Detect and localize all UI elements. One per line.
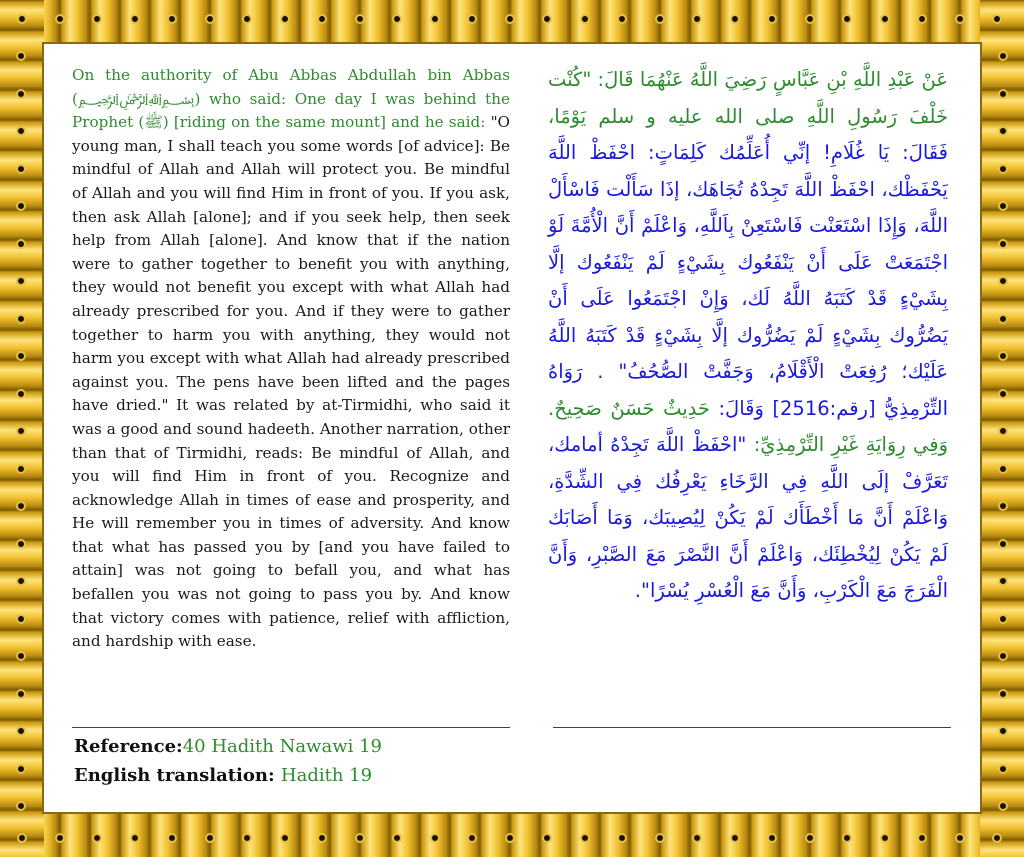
rivet-icon (16, 201, 26, 211)
rivet-icon (16, 276, 26, 286)
rivet-icon (955, 14, 965, 24)
rivet-icon (998, 426, 1008, 436)
rivet-icon (16, 164, 26, 174)
translation-value[interactable]: Hadith 19 (280, 765, 373, 786)
rivet-icon (580, 14, 590, 24)
rivet-icon (355, 14, 365, 24)
rivet-icon (880, 14, 890, 24)
rivet-icon (205, 14, 215, 24)
rivet-icon (16, 426, 26, 436)
rivet-icon (130, 14, 140, 24)
rivet-icon (280, 833, 290, 843)
rivet-icon (16, 764, 26, 774)
rivet-icon (467, 833, 477, 843)
rivet-icon (16, 126, 26, 136)
english-text (72, 64, 510, 654)
rivet-icon (505, 833, 515, 843)
rivet-icon (17, 833, 27, 843)
rivet-icon (998, 51, 1008, 61)
rivet-icon (167, 833, 177, 843)
rivet-icon (998, 464, 1008, 474)
rivet-icon (130, 833, 140, 843)
rivet-icon (730, 833, 740, 843)
arabic-other-intro: وَفِي رِوَايَةِ غَيْرِ التِّرْمِذِيِّ: (753, 433, 949, 456)
rivet-icon (92, 14, 102, 24)
english-intro: On the authority of Abu Abbas Abdullah bin Abbas (﷽) who said: One day I was behind the Prophet (ﷺ) [riding on the same mount] and he said: (72, 66, 510, 132)
rivet-icon (16, 464, 26, 474)
rivet-icon (205, 833, 215, 843)
rivet-icon (998, 389, 1008, 399)
rivet-icon (692, 833, 702, 843)
rivet-icon (617, 833, 627, 843)
rivet-icon (16, 651, 26, 661)
rivet-icon (842, 14, 852, 24)
rivet-icon (955, 833, 965, 843)
rivet-icon (16, 314, 26, 324)
rivet-icon (998, 201, 1008, 211)
rivet-icon (280, 14, 290, 24)
rivet-icon (16, 614, 26, 624)
rivet-icon (16, 576, 26, 586)
rivet-icon (16, 51, 26, 61)
reference-label: Reference: (74, 736, 183, 757)
rivet-icon (580, 833, 590, 843)
rivet-icon (998, 726, 1008, 736)
rivet-icon (617, 14, 627, 24)
rivet-icon (998, 89, 1008, 99)
rivet-icon (998, 239, 1008, 249)
rivet-icon (998, 351, 1008, 361)
rivet-icon (92, 833, 102, 843)
rivet-icon (992, 833, 1002, 843)
rivet-icon (467, 14, 477, 24)
rivet-icon (16, 501, 26, 511)
rivet-icon (998, 126, 1008, 136)
rivet-icon (998, 689, 1008, 699)
rivet-icon (805, 833, 815, 843)
english-divider (72, 727, 510, 728)
rivet-icon (542, 833, 552, 843)
arabic-body-1: فَقَالَ: يَا غُلَامِ! إنِّي أُعَلِّمُك كَلِمَاتٍ: احْفَظْ اللَّهَ يَحْفَظْك، احْفَظْ اللَّهَ تَجِدْهُ تُجَاهَك، إذَا سَأَلْت فَاسْأَلْ اللَّهَ، وَإِذَا اسْتَعَنْت فَاسْتَعِنْ بِاَللَّهِ، وَاعْلَمْ أَنَّ الْأُمَّةَ لَوْ اجْتَمَعَتْ عَلَى أَنْ يَنْفَعُوك بِشَيْءٍ لَمْ يَنْفَعُوك إلَّا بِشَيْءٍ قَدْ كَتَبَهُ اللَّهُ لَك، وَإِنْ اجْتَمَعُوا عَلَى أَنْ يَضُرُّوك بِشَيْءٍ لَمْ يَضُرُّوك إلَّا بِشَيْءٍ قَدْ كَتَبَهُ اللَّهُ عَلَيْك؛ رُفِعَتْ الْأَقْلَامُ، وَجَفَّتْ الصُّحُفُ" . رَوَاهُ التِّرْمِذِيُّ [رقم:2516] وَقَالَ: (548, 141, 948, 420)
rivet-icon (998, 314, 1008, 324)
rivet-icon (16, 539, 26, 549)
rivet-icon (16, 351, 26, 361)
rivet-icon (392, 14, 402, 24)
rivet-icon (542, 14, 552, 24)
rivet-icon (805, 14, 815, 24)
rivet-icon (917, 14, 927, 24)
rivet-icon (842, 833, 852, 843)
rivet-icon (167, 14, 177, 24)
rivet-icon (242, 14, 252, 24)
translation-label: English translation: (74, 765, 275, 786)
rivet-icon (392, 833, 402, 843)
rivet-icon (317, 833, 327, 843)
rivet-icon (917, 833, 927, 843)
rivet-icon (692, 14, 702, 24)
rivet-icon (655, 833, 665, 843)
rivet-icon (880, 833, 890, 843)
rivet-icon (767, 14, 777, 24)
arabic-grade: حَدِيثٌ حَسَنٌ صَحِيحٌ. (548, 396, 710, 420)
rivet-icon (430, 833, 440, 843)
rivet-icon (767, 833, 777, 843)
rivet-icon (998, 801, 1008, 811)
rivet-icon (998, 539, 1008, 549)
rivet-icon (55, 14, 65, 24)
rivet-icon (16, 801, 26, 811)
rivet-icon (992, 14, 1002, 24)
rivet-icon (505, 14, 515, 24)
rivet-icon (998, 614, 1008, 624)
rivet-icon (998, 276, 1008, 286)
rivet-icon (355, 833, 365, 843)
rivet-icon (16, 689, 26, 699)
rivet-icon (242, 833, 252, 843)
arabic-divider (553, 727, 951, 728)
rivet-icon (655, 14, 665, 24)
rivet-icon (998, 651, 1008, 661)
rivet-icon (17, 14, 27, 24)
rivet-icon (998, 764, 1008, 774)
reference-value[interactable]: 40 Hadith Nawawi 19 (182, 736, 382, 757)
rivet-icon (55, 833, 65, 843)
rivet-icon (16, 726, 26, 736)
rivet-icon (730, 14, 740, 24)
rivet-icon (430, 14, 440, 24)
rivet-icon (998, 501, 1008, 511)
translation-line (74, 765, 372, 786)
english-body: "O young man, I shall teach you some words [of advice]: Be mindful of Allah and Allah will protect you. Be mindful of Allah and you will find Him in front of you. If you ask, then ask Allah [alone]; and if you seek help, then seek help from Allah [alone]. And know that if the nation were to gather together to benefit you with anything, they would not benefit you except with what Allah had already prescribed for you. And if they were to gather together to harm you with anything, they would not harm you except with what Allah had already prescribed against you. The pens have been lifted and the pages have dried." It was related by at-Tirmidhi, who said it was a good and sound hadeeth. Another narration, other than that of Tirmidhi, reads: Be mindful of Allah, and you will find Him in front of you. Recognize and acknowledge Allah in times of ease and prosperity, and He will remember you in times of adversity. And know that what has passed you by [and you have failed to attain] was not going to befall you, and what has befallen you was not going to pass you by. And know that victory comes with patience, relief with affliction, and hardship with ease. (72, 113, 510, 651)
rivet-icon (998, 576, 1008, 586)
arabic-body-2: "احْفَظْ اللَّهَ تَجِدْهُ أمامك، تَعَرَّفْ إلَى اللَّهِ فِي الرَّخَاءِ يَعْرِفُك فِي الشِّدَّةِ، وَاعْلَمْ أَنَّ مَا أَخْطَأَك لَمْ يَكُنْ لِيُصِيبَك، وَمَا أَصَابَك لَمْ يَكُنْ لِيُخْطِئَك، وَاعْلَمْ أَنَّ النَّصْرَ مَعَ الصَّبْرِ، وَأَنَّ الْفَرَجَ مَعَ الْكَرْبِ، وَأَنَّ مَعَ الْعُسْرِ يُسْرًا". (548, 433, 948, 602)
reference-line (74, 736, 382, 757)
rivet-icon (16, 89, 26, 99)
rivet-icon (317, 14, 327, 24)
rivet-icon (16, 389, 26, 399)
rivet-icon (16, 239, 26, 249)
arabic-intro: عَنْ عَبْدِ اللَّهِ بْنِ عَبَّاسٍ رَضِيَ اللَّهُ عَنْهُمَا قَالَ: "كُنْت خَلْفَ رَسُولِ اللَّهِ صلى الله عليه و سلم يَوْمًا، (548, 68, 948, 128)
rivet-icon (998, 164, 1008, 174)
arabic-text (548, 62, 948, 610)
